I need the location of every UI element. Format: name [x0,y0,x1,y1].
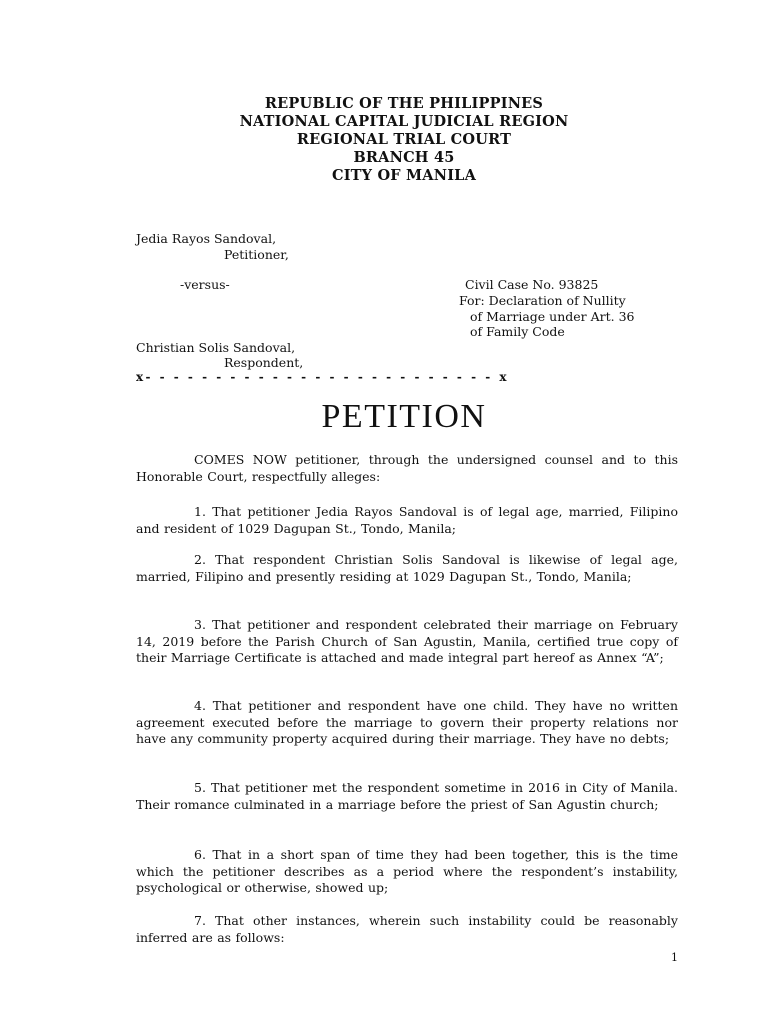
header-court: REGIONAL TRIAL COURT [296,131,512,148]
paragraph-1: 1. That petitioner Jedia Rayos Sandoval is of legal age, married, Filipino and resident of 1029 Dagupan St., Tondo, Manila; [136,504,678,536]
paragraph-7: 7. That other instances, wherein such instability could be reasonably inferred are as follows: [136,913,678,945]
case-nature-line2: of Marriage under Art. 36 [470,309,635,324]
header-republic: REPUBLIC OF THE PHILIPPINES [264,95,544,112]
paragraph-3: 3. That petitioner and respondent celebrated their marriage on February 14, 2019 before the Parish Church of San Agustin, Manila, certified true copy of their Marriage Certificate is attached and made integral part hereof as Annex “A”; [136,617,678,665]
page-number: 1 [671,951,678,964]
header-region: NATIONAL CAPITAL JUDICIAL REGION [239,113,569,130]
civil-case-number: Civil Case No. 93825 [465,277,599,292]
petitioner-name: Jedia Rayos Sandoval, [136,231,277,246]
respondent-name: Christian Solis Sandoval, [136,340,296,355]
court-header [0,95,768,185]
document-title: PETITION [321,398,487,435]
respondent-role: Respondent, [224,355,304,370]
paragraph-intro: COMES NOW petitioner, through the undersigned counsel and to this Honorable Court, respectfully alleges: [136,452,678,484]
paragraph-4: 4. That petitioner and respondent have one child. They have no written agreement executed before the marriage to govern their property relations nor have any community property acquired during their marriage. They have no debts; [136,698,678,746]
header-branch: BRANCH 45 [353,149,455,166]
case-nature-line3: of Family Code [470,324,565,339]
caption-divider: x- - - - - - - - - - - - - - - - - - - - - - - - - x [136,370,510,384]
versus-label: -versus- [180,277,230,292]
paragraph-2: 2. That respondent Christian Solis Sandoval is likewise of legal age, married, Filipino and presently residing at 1029 Dagupan St., Tondo, Manila; [136,552,678,584]
header-city: CITY OF MANILA [331,167,477,184]
paragraph-5: 5. That petitioner met the respondent sometime in 2016 in City of Manila. Their romance culminated in a marriage before the priest of San Agustin church; [136,780,678,812]
paragraph-6: 6. That in a short span of time they had been together, this is the time which the petitioner describes as a period where the respondent’s instability, psychological or otherwise, showed up; [136,847,678,895]
petitioner-role: Petitioner, [224,247,289,262]
case-nature-line1: For: Declaration of Nullity [459,293,626,308]
